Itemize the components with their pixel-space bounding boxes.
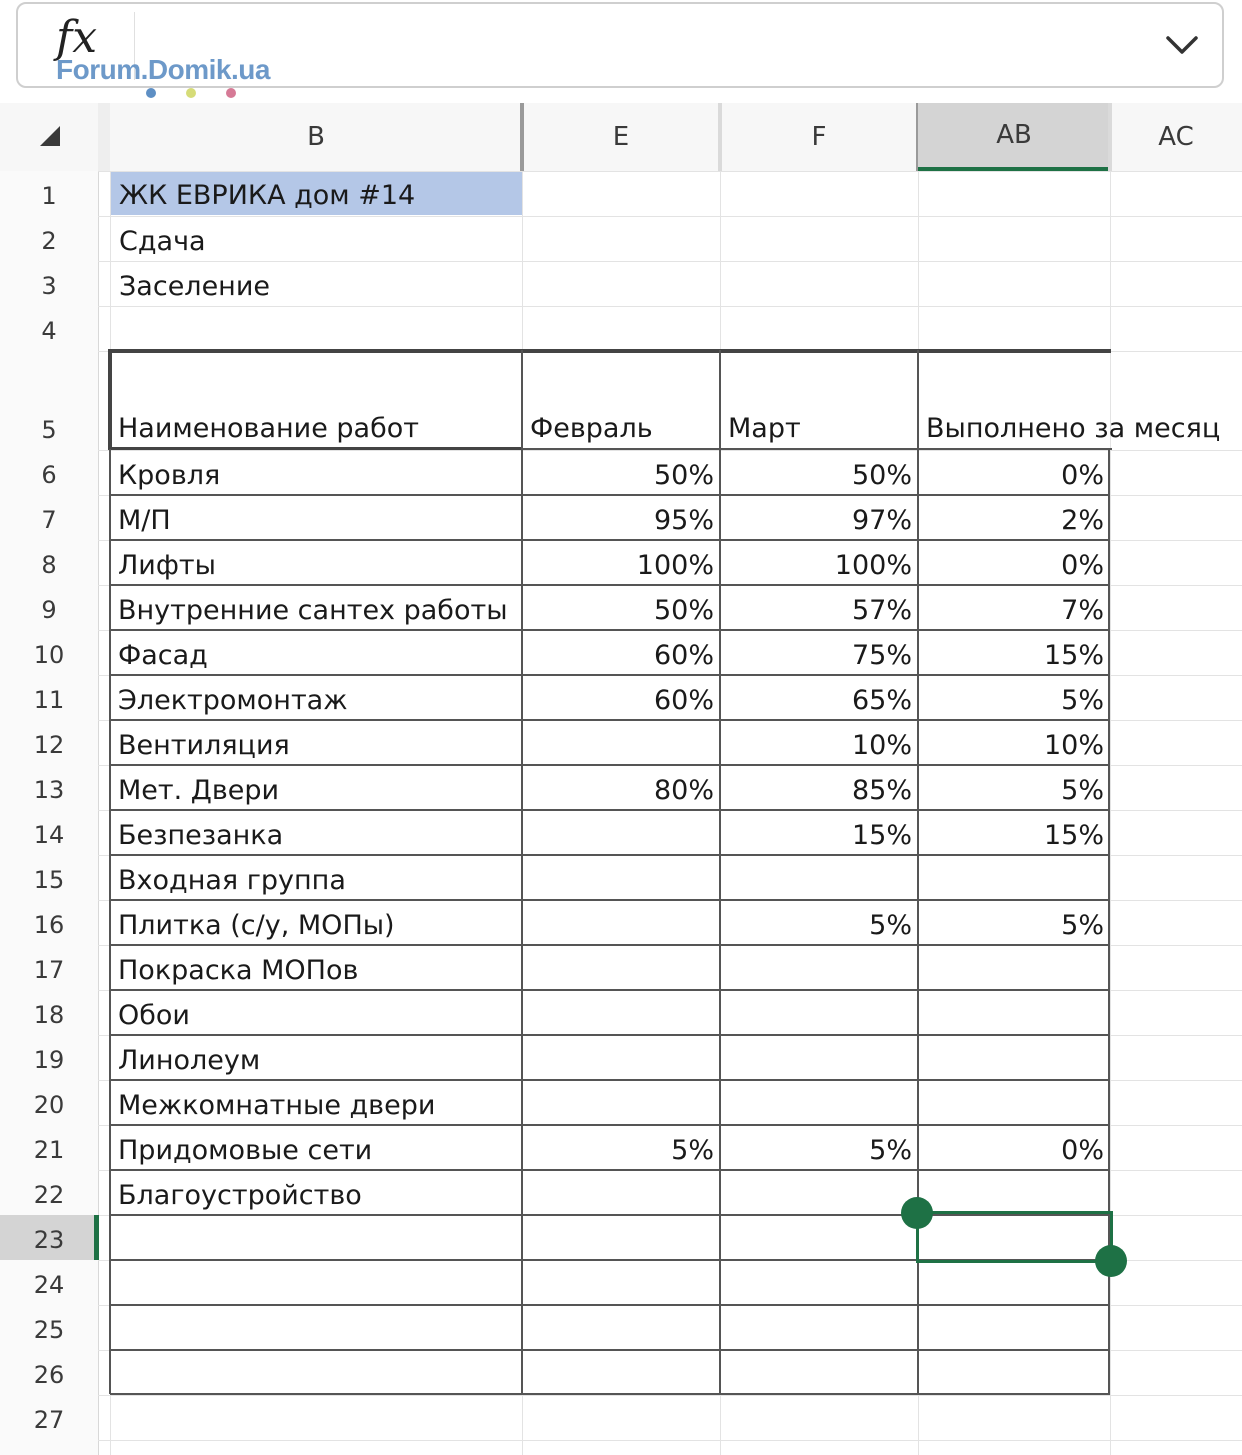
row-header-10[interactable]: 10	[33, 641, 65, 669]
column-header-f[interactable]: F	[811, 122, 827, 152]
percent-cell[interactable]: 50%	[653, 460, 714, 491]
percent-cell[interactable]: 7%	[1061, 595, 1104, 626]
percent-cell[interactable]	[522, 855, 720, 900]
row-header-11[interactable]: 11	[33, 686, 65, 714]
column-header-b[interactable]: B	[307, 122, 325, 152]
gridline	[98, 1395, 1242, 1396]
percent-cell[interactable]	[522, 1080, 720, 1125]
percent-cell[interactable]: 5%	[1061, 910, 1104, 941]
percent-cell[interactable]	[522, 1215, 720, 1260]
table-border	[522, 448, 1112, 450]
percent-cell[interactable]	[918, 1035, 1110, 1080]
table-border	[110, 674, 1110, 676]
row-header-24[interactable]: 24	[33, 1271, 65, 1299]
watermark-logo: Forum.Domik.ua	[56, 54, 270, 85]
percent-cell[interactable]	[720, 1350, 918, 1395]
percent-cell[interactable]: 50%	[851, 460, 912, 491]
percent-cell[interactable]	[918, 1305, 1110, 1350]
table-border	[108, 350, 112, 449]
percent-cell[interactable]: 15%	[1043, 640, 1104, 671]
cell-selection-ab23[interactable]	[916, 1211, 1113, 1263]
table-border	[110, 809, 1110, 811]
table-border	[110, 1034, 1110, 1036]
column-header-ab[interactable]: AB	[918, 103, 1110, 171]
percent-cell[interactable]: 5%	[869, 1135, 912, 1166]
row-header-18[interactable]: 18	[33, 1001, 65, 1029]
work-name-cell[interactable]: М/П	[118, 505, 171, 536]
work-name-cell[interactable]: Внутренние сантех работы	[118, 595, 508, 626]
row-header-13[interactable]: 13	[33, 776, 65, 804]
row-header-7[interactable]: 7	[41, 506, 57, 534]
select-all-icon[interactable]	[38, 124, 62, 148]
row-header-8[interactable]: 8	[41, 551, 57, 579]
percent-cell[interactable]: 5%	[671, 1135, 714, 1166]
row-header-14[interactable]: 14	[33, 821, 65, 849]
percent-cell[interactable]: 95%	[653, 505, 714, 536]
work-name-cell[interactable]	[110, 1260, 522, 1305]
percent-cell[interactable]: 65%	[851, 685, 912, 716]
work-name-cell[interactable]: Вентиляция	[118, 730, 290, 761]
percent-cell[interactable]	[522, 720, 720, 765]
percent-cell[interactable]	[720, 945, 918, 990]
work-name-cell[interactable]: Покраска МОПов	[118, 955, 359, 986]
table-border	[110, 1079, 1110, 1081]
table-header-2[interactable]: Февраль	[530, 413, 653, 444]
table-border	[110, 764, 1110, 766]
row-header-9[interactable]: 9	[41, 596, 57, 624]
column-header-e[interactable]: E	[612, 122, 630, 152]
percent-cell[interactable]: 60%	[653, 640, 714, 671]
percent-cell[interactable]: 5%	[869, 910, 912, 941]
selected-row-marker	[94, 1215, 99, 1260]
percent-cell[interactable]: 10%	[851, 730, 912, 761]
column-header-ac[interactable]: AC	[1158, 122, 1194, 152]
percent-cell[interactable]: 5%	[1061, 775, 1104, 806]
percent-cell[interactable]	[918, 1260, 1110, 1305]
percent-cell[interactable]: 57%	[851, 595, 912, 626]
table-border	[108, 349, 1111, 353]
table-border	[110, 944, 1110, 946]
percent-cell[interactable]	[720, 855, 918, 900]
table-border	[110, 899, 1110, 901]
row-header-15[interactable]: 15	[33, 866, 65, 894]
percent-cell[interactable]	[918, 1170, 1110, 1215]
percent-cell[interactable]	[720, 1080, 918, 1125]
work-name-cell[interactable]: Плитка (с/у, МОПы)	[118, 910, 395, 941]
percent-cell[interactable]	[522, 990, 720, 1035]
percent-cell[interactable]	[522, 810, 720, 855]
work-name-cell[interactable]: Благоустройство	[118, 1180, 362, 1211]
percent-cell[interactable]	[522, 1035, 720, 1080]
row-header-22[interactable]: 22	[33, 1181, 65, 1209]
work-name-cell[interactable]: Электромонтаж	[118, 685, 348, 716]
table-header-3[interactable]: Март	[728, 413, 801, 444]
row-header-19[interactable]: 19	[33, 1046, 65, 1074]
percent-cell[interactable]	[522, 900, 720, 945]
work-name-cell[interactable]: Придомовые сети	[118, 1135, 373, 1166]
table-border	[108, 447, 523, 450]
row-header-1[interactable]: 1	[41, 182, 57, 210]
table-border	[110, 1393, 1110, 1395]
work-name-cell[interactable]: Безпезанка	[118, 820, 284, 851]
table-border	[110, 719, 1110, 721]
percent-cell[interactable]	[918, 1350, 1110, 1395]
percent-cell[interactable]: 100%	[834, 550, 912, 581]
cell-b1-title[interactable]: ЖК ЕВРИКА дом #14	[111, 172, 522, 215]
percent-cell[interactable]: 60%	[653, 685, 714, 716]
row-header-divider	[98, 103, 110, 171]
row-header-6[interactable]: 6	[41, 461, 57, 489]
row-header-17[interactable]: 17	[33, 956, 65, 984]
work-name-cell[interactable]: Мет. Двери	[118, 775, 280, 806]
work-name-cell[interactable]: Лифты	[118, 550, 216, 581]
percent-cell[interactable]	[720, 1215, 918, 1260]
table-border	[719, 350, 721, 1394]
percent-cell[interactable]: 75%	[851, 640, 912, 671]
work-name-cell[interactable]	[110, 1305, 522, 1350]
percent-cell[interactable]: 100%	[636, 550, 714, 581]
row-header-20[interactable]: 20	[33, 1091, 65, 1119]
work-name-cell[interactable]: Фасад	[118, 640, 208, 671]
percent-cell[interactable]	[720, 1305, 918, 1350]
percent-cell[interactable]	[522, 1305, 720, 1350]
table-border	[110, 989, 1110, 991]
percent-cell[interactable]	[918, 990, 1110, 1035]
row-header-3[interactable]: 3	[41, 272, 57, 300]
table-border	[110, 494, 1110, 496]
work-name-cell[interactable]: Входная группа	[118, 865, 346, 896]
percent-cell[interactable]: 50%	[653, 595, 714, 626]
row-header-16[interactable]: 16	[33, 911, 65, 939]
percent-cell[interactable]	[918, 945, 1110, 990]
percent-cell[interactable]: 15%	[1043, 820, 1104, 851]
percent-cell[interactable]: 5%	[1061, 685, 1104, 716]
percent-cell[interactable]	[522, 1170, 720, 1215]
percent-cell[interactable]	[720, 1170, 918, 1215]
percent-cell[interactable]	[720, 1035, 918, 1080]
percent-cell[interactable]: 0%	[1061, 460, 1104, 491]
percent-cell[interactable]: 0%	[1061, 1135, 1104, 1166]
percent-cell[interactable]	[918, 1080, 1110, 1125]
table-border	[110, 629, 1110, 631]
table-border	[110, 1349, 1110, 1351]
table-border	[110, 854, 1110, 856]
table-border	[110, 1124, 1110, 1126]
table-header-4[interactable]: Выполнено за месяц	[926, 413, 1221, 444]
percent-cell[interactable]: 15%	[851, 820, 912, 851]
work-name-cell[interactable]: Межкомнатные двери	[118, 1090, 436, 1121]
row-header-5[interactable]: 5	[41, 416, 57, 444]
row-header-2[interactable]: 2	[41, 227, 57, 255]
table-border	[109, 449, 111, 1394]
table-border	[110, 1169, 1110, 1171]
row-header-26[interactable]: 26	[33, 1361, 65, 1389]
cell-b2[interactable]: Сдача	[119, 226, 206, 257]
row-header-12[interactable]: 12	[33, 731, 65, 759]
row-header-25[interactable]: 25	[33, 1316, 65, 1344]
percent-cell[interactable]: 0%	[1061, 550, 1104, 581]
percent-cell[interactable]	[522, 945, 720, 990]
table-border	[110, 539, 1110, 541]
row-header-23[interactable]: 23	[0, 1215, 98, 1260]
work-name-cell[interactable]: Кровля	[118, 460, 221, 491]
selection-handle-bottom-right[interactable]	[1095, 1245, 1127, 1277]
percent-cell[interactable]	[522, 1260, 720, 1305]
work-name-cell[interactable]	[110, 1215, 522, 1260]
percent-cell[interactable]: 2%	[1061, 505, 1104, 536]
row-header-4[interactable]: 4	[41, 317, 57, 345]
work-name-cell[interactable]: Линолеум	[118, 1045, 261, 1076]
work-name-cell[interactable]: Обои	[118, 1000, 190, 1031]
fx-label: fx	[56, 12, 98, 63]
row-header-27[interactable]: 27	[33, 1406, 65, 1434]
table-border	[110, 1304, 1110, 1306]
table-border	[521, 350, 523, 1394]
selection-handle-top-left[interactable]	[901, 1197, 933, 1229]
table-border	[110, 584, 1110, 586]
percent-cell[interactable]	[720, 990, 918, 1035]
table-header-1[interactable]: Наименование работ	[118, 413, 419, 444]
row-header-21[interactable]: 21	[33, 1136, 65, 1164]
gridline	[98, 306, 1242, 307]
percent-cell[interactable]	[720, 1260, 918, 1305]
percent-cell[interactable]: 85%	[851, 775, 912, 806]
percent-cell[interactable]	[522, 1350, 720, 1395]
cell-b3[interactable]: Заселение	[119, 271, 270, 302]
work-name-cell[interactable]	[110, 1350, 522, 1395]
percent-cell[interactable]: 80%	[653, 775, 714, 806]
percent-cell[interactable]: 97%	[851, 505, 912, 536]
percent-cell[interactable]	[918, 855, 1110, 900]
percent-cell[interactable]: 10%	[1043, 730, 1104, 761]
gridline	[98, 1440, 1242, 1441]
